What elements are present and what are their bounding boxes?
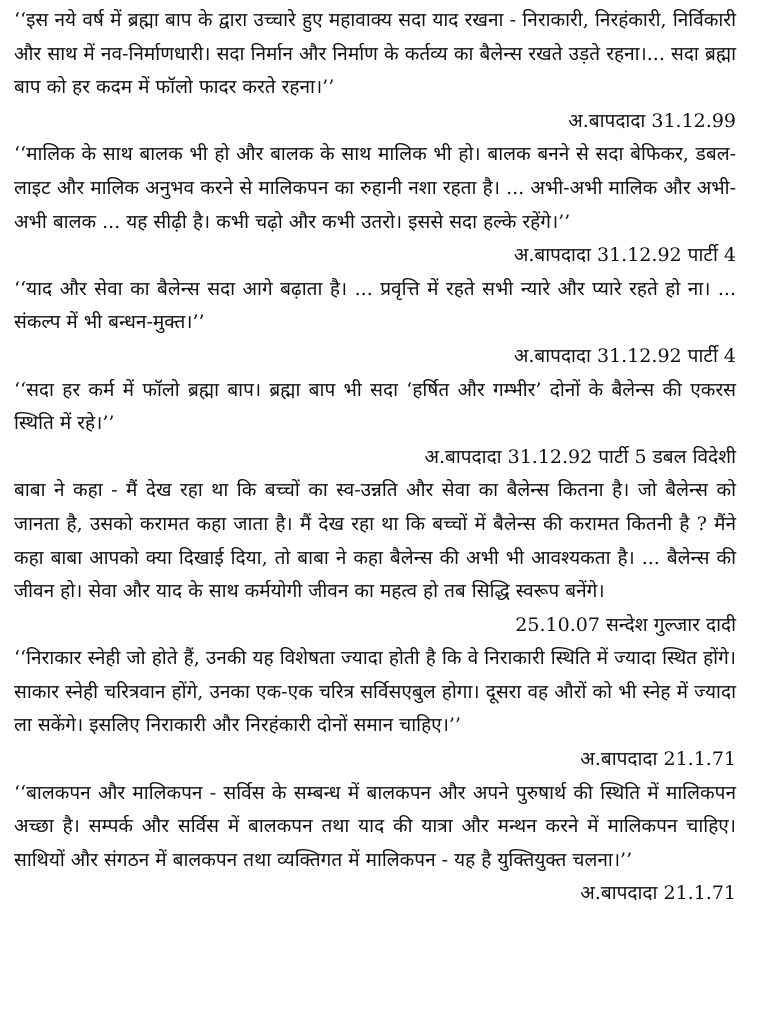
quote-citation-7: अ.बापदादा 21.1.71: [580, 882, 736, 905]
quote-paragraph-2: ‘‘मालिक के साथ बालक भी हो और बालक के साथ मालिक भी हो। बालक बनने से सदा बेफिकर, डबल-लाइट और मालिक अनुभव करने से मालिकपन का रुहानी नशा रहता है। ... अभी-अभी मालिक और अभी-अभी बालक ... यह सीढ़ी है। कभी चढ़ो और कभी उतरो। इससे सदा हल्के रहेंगे।’’: [14, 143, 736, 233]
quote-citation-1: अ.बापदादा 31.12.99: [568, 109, 736, 132]
quote-citation-3: अ.बापदादा 31.12.92 पार्टी 4: [513, 344, 736, 367]
quote-citation-4: अ.बापदादा 31.12.92 पार्टी 5 डबल विदेशी: [424, 445, 736, 468]
quote-paragraph-1: ‘‘इस नये वर्ष में ब्रह्मा बाप के द्वारा उच्चारे हुए महावाक्य सदा याद रखना - निराकारी, निरहंकारी, निर्विकारी और साथ में नव-निर्माणधारी। सदा निर्मान और निर्माण के कर्तव्य का बैलेन्स रखते उड़ते रहना।... सदा ब्रह्मा बाप को हर कदम में फॉलो फादर करते रहना।’’: [14, 9, 736, 99]
quote-paragraph-4: ‘‘सदा हर कर्म में फॉलो ब्रह्मा बाप। ब्रह्मा बाप भी सदा ‘हर्षित और गम्भीर’ दोनों के बैलेन्स की एकरस स्थिति में रहे।’’: [14, 378, 736, 435]
message-citation-5: 25.10.07 सन्देश गुल्जार दादी: [515, 613, 736, 636]
quote-paragraph-6: ‘‘निराकार स्नेही जो होते हैं, उनकी यह विशेषता ज्यादा होती है कि वे निराकारी स्थिति में ज्यादा स्थित होंगे। साकार स्नेही चरित्रवान होंगे, उनका एक-एक चरित्र सर्विसएबुल होगा। दूसरा वह औरों को भी स्नेह में ज्यादा ला सकेंगे। इसलिए निराकारी और निरहंकारी दोनों समान चाहिए।’’: [14, 647, 736, 737]
quote-paragraph-3: ‘‘याद और सेवा का बैलेन्स सदा आगे बढ़ाता है। ... प्रवृत्ति में रहते सभी न्यारे और प्यारे रहते हो ना। ... संकल्प में भी बन्धन-मुक्त।’’: [14, 277, 736, 334]
quote-paragraph-7: ‘‘बालकपन और मालिकपन - सर्विस के सम्बन्ध में बालकपन और अपने पुरुषार्थ की स्थिति में मालिकपन अच्छा है। सम्पर्क और सर्विस में बालकपन तथा याद की यात्रा और मन्थन करने में मालिकपन चाहिए। साथियों और संगठन में बालकपन तथा व्यक्तिगत में मालिकपन - यह है युक्तियुक्त चलना।’’: [14, 781, 736, 871]
quote-citation-2: अ.बापदादा 31.12.92 पार्टी 4: [513, 244, 736, 267]
message-paragraph-5: बाबा ने कहा - मैं देख रहा था कि बच्चों का स्व-उन्नति और सेवा का बैलेन्स कितना है। जो बैलेन्स को जानता है, उसको करामत कहा जाता है। मैं देख रहा था कि बच्चों में बैलेन्स की करामत कितनी है ? मैंने कहा बाबा आपको क्या दिखाई दिया, तो बाबा ने कहा बैलेन्स की अभी भी आवश्यकता है। ... बैलेन्स की जीवन हो। सेवा और याद के साथ कर्मयोगी जीवन का महत्व हो तब सिद्धि स्वरूप बनेंगे।: [14, 479, 736, 603]
quote-citation-6: अ.बापदादा 21.1.71: [580, 748, 736, 771]
